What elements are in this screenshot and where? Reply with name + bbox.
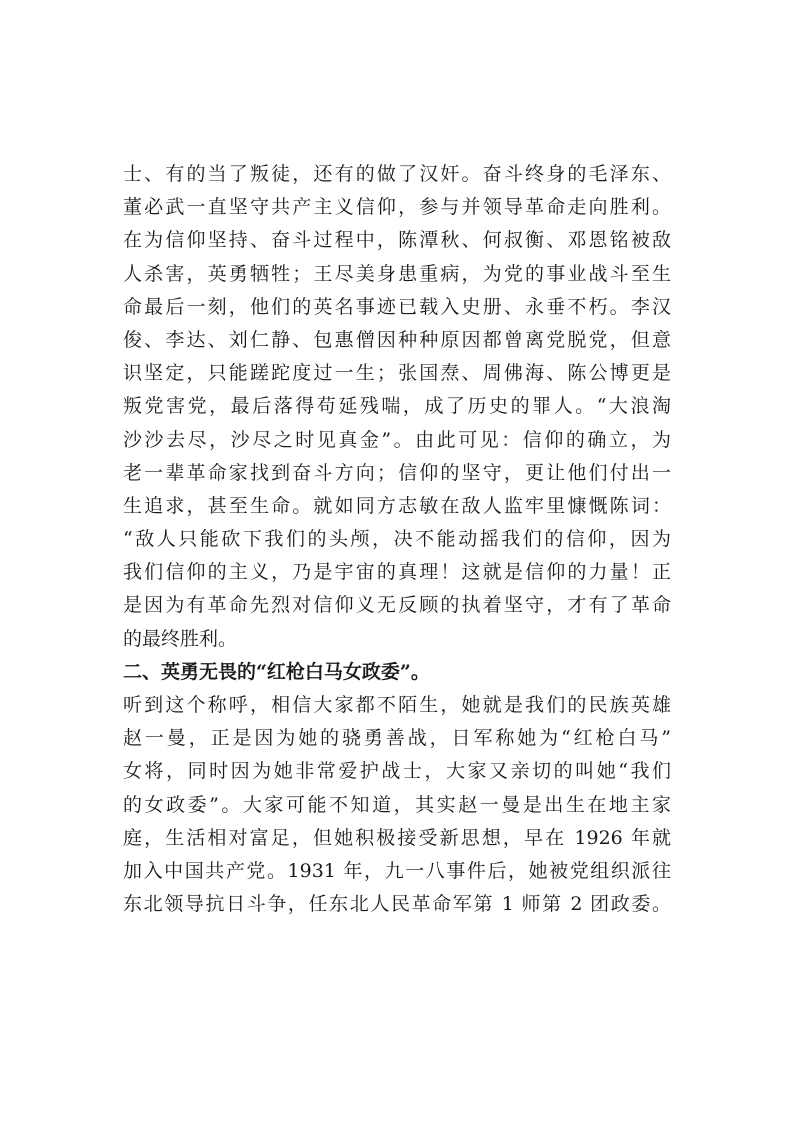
text-line: 庭，生活相对富足，但她积极接受新思想，早在 1926 年就 (123, 826, 671, 849)
text-line: 士、有的当了叛徒，还有的做了汉奸。奋斗终身的毛泽东、 (123, 163, 671, 185)
text-line: 女将，同时因为她非常爱护战士，大家又亲切的叫她“我们 (123, 760, 671, 783)
body-text (123, 158, 671, 921)
text-line: 加入中国共产党。1931 年，九一八事件后，她被党组织派往 (123, 859, 671, 882)
text-line: 赵一曼，正是因为她的骁勇善战，日军称她为“红枪白马” (123, 727, 671, 750)
text-line: 听到这个称呼，相信大家都不陌生，她就是我们的民族英雄 (123, 694, 671, 716)
text-line: 叛党害党，最后落得苟延残喘，成了历史的罪人。“大浪淘 (123, 395, 671, 418)
paragraph-end-line: 的最终胜利。 (123, 627, 238, 650)
text-line: 的女政委”。大家可能不知道，其实赵一曼是出生在地主家 (123, 793, 671, 816)
text-line: 在为信仰坚持、奋斗过程中，陈潭秋、何叔衡、邓恩铭被敌 (123, 229, 671, 252)
text-line: 人杀害，英勇牺牲；王尽美身患重病，为党的事业战斗至生 (123, 262, 671, 285)
text-line: 俊、李达、刘仁静、包惠僧因种种原因都曾离党脱党，但意 (123, 328, 671, 351)
text-line: 东北领导抗日斗争，任东北人民革命军第 1 师第 2 团政委。 (123, 893, 671, 916)
text-line: 我们信仰的主义，乃是宇宙的真理！这就是信仰的力量！正 (123, 561, 671, 584)
text-line: 命最后一刻，他们的英名事迹已载入史册、永垂不朽。李汉 (123, 295, 671, 318)
text-line: 识坚定，只能蹉跎度过一生；张国焘、周佛海、陈公博更是 (123, 362, 671, 385)
text-line: 老一辈革命家找到奋斗方向；信仰的坚守，更让他们付出一 (123, 461, 671, 484)
text-line: “敌人只能砍下我们的头颅，决不能动摇我们的信仰，因为 (123, 528, 671, 551)
text-line: 生追求，甚至生命。就如同方志敏在敌人监牢里慷慨陈词： (123, 494, 671, 517)
section-heading: 二、英勇无畏的“红枪白马女政委”。 (123, 660, 430, 683)
text-line: 董必武一直坚守共产主义信仰，参与并领导革命走向胜利。 (123, 196, 671, 219)
text-line: 沙沙去尽，沙尽之时见真金”。由此可见：信仰的确立，为 (123, 428, 671, 451)
text-line: 是因为有革命先烈对信仰义无反顾的执着坚守，才有了革命 (123, 594, 671, 617)
